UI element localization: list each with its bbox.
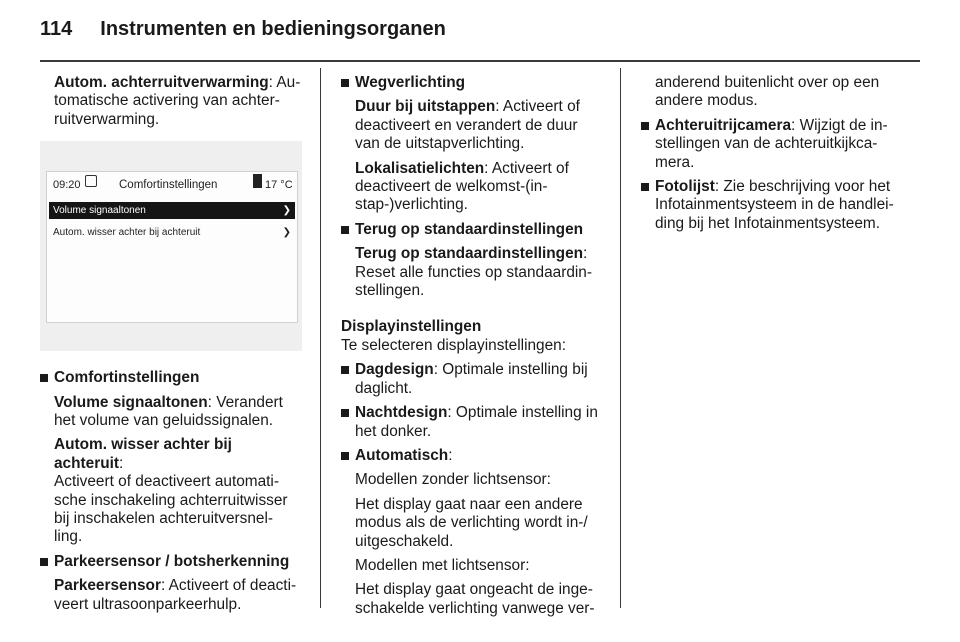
bullet-square-icon [341,79,349,87]
description: : Optimale instelling in het donker. [355,404,598,440]
header-rule [40,60,920,62]
term: Autom. wisser achter bij achteruit [54,436,232,472]
sub-paragraph: Het display gaat ongeacht de inge- schakelde verlichting vanwege ver- [355,581,595,617]
bullet-title: Wegverlichting [355,74,466,91]
column-3 [641,74,916,239]
sub-paragraph: Modellen met lichtsensor: [355,556,530,574]
description: : Optimale instelling bij daglicht. [355,361,588,397]
bullet-title: Terug op standaardinstellingen [355,220,584,238]
thermometer-icon [253,174,262,188]
sub-paragraph [40,394,302,431]
page-title: Instrumenten en bedieningsorganen [100,18,446,40]
menu-item-label: Autom. wisser achter bij achteruit [53,227,201,239]
bullet-item [341,447,603,465]
bullet-item [641,117,916,172]
term: Terug op standaardinstellingen [355,245,584,263]
column-2 [341,74,603,624]
screenshot-figure [40,141,302,351]
menu-item-rear-wiper[interactable] [49,224,295,241]
chevron-right-icon: ❯ [282,205,291,217]
term: Dagdesign [355,361,434,379]
bullet-item [40,369,302,387]
bullet-item [341,221,603,239]
bullet-square-icon [40,558,48,566]
description: : Activeert of deactiveert de welkomst-(in- stap-)verlichting. [355,159,569,214]
column-1 [40,74,302,620]
term: Automatisch [355,446,449,464]
bullet-square-icon [40,374,48,382]
continued-paragraph: anderend buitenlicht over op een andere modus. [655,74,880,110]
column-divider [320,68,321,608]
section-intro: Te selecteren displayinstellingen: [341,336,567,354]
bullet-item [641,178,916,233]
term: Volume signaaltonen [54,393,208,411]
bullet-item [341,74,603,92]
sub-paragraph: Modellen zonder lichtsensor: [355,471,551,489]
bullet-square-icon [641,122,649,130]
term: Parkeersensor [54,577,161,595]
description: : Verandert het volume van geluidssignalen. [54,393,283,430]
term: Nachtdesign [355,404,448,422]
page-number: 114 [40,18,73,40]
description: : [448,446,453,464]
menu-item-volume[interactable] [49,202,295,219]
bullet-square-icon [341,452,349,460]
screen-temperature: 17 °C [265,179,293,192]
bullet-title: Parkeersensor / botsherkenning [54,552,290,570]
sub-paragraph [341,160,603,215]
description: : Wijzigt de in- stellingen van de achteruitkijkca- mera. [655,116,888,171]
bullet-item [341,404,603,441]
bullet-square-icon [341,226,349,234]
description: : Activeert of deacti- veert ultrasoonparkeerhulp. [54,577,297,613]
display-screen [46,171,298,323]
description: : Au- tomatische activering van achter- ruitverwarming. [54,74,301,128]
sub-paragraph [40,436,302,546]
bullet-title: Comfortinstellingen [54,369,200,387]
chevron-right-icon: ❯ [282,227,291,239]
bullet-item [40,553,302,571]
description: : Reset alle functies op standaardin- stellingen. [355,245,592,300]
sub-paragraph [341,98,603,153]
page-header [40,18,446,41]
column-divider [620,68,621,608]
sub-paragraph [40,577,302,614]
description: : Zie beschrijving voor het Infotainmentsysteem in de handlei- ding bij het Infotainmentsysteem. [655,178,894,232]
description: : Activeert of deactiveert automati- sche inschakeling achterruitwisser bij inschakelen achteruitversnel- ling. [54,454,288,546]
term: Lokalisatielichten [355,159,485,177]
term: Autom. achterruitverwarming [54,74,269,91]
screen-title: Comfortinstellingen [119,179,218,192]
intro-paragraph [40,74,302,129]
bullet-item [341,361,603,398]
term: Fotolijst [655,178,715,196]
section-heading: Displayinstellingen [341,318,482,336]
bullet-square-icon [341,366,349,374]
screen-top-bar [47,172,297,194]
sub-paragraph: Het display gaat naar een andere modus als de verlichting wordt in-/ uitgeschakeld. [355,495,588,550]
clock-icon [85,175,97,187]
term: Duur bij uitstappen [355,98,496,116]
bullet-square-icon [341,409,349,417]
description: : Activeert of deactiveert en verandert de duur van de uitstapverlichting. [355,98,580,153]
menu-item-label: Volume signaaltonen [53,205,146,217]
screen-time: 09:20 [53,179,81,192]
term: Achteruitrijcamera [655,116,792,134]
sub-paragraph [341,245,603,300]
bullet-square-icon [641,183,649,191]
